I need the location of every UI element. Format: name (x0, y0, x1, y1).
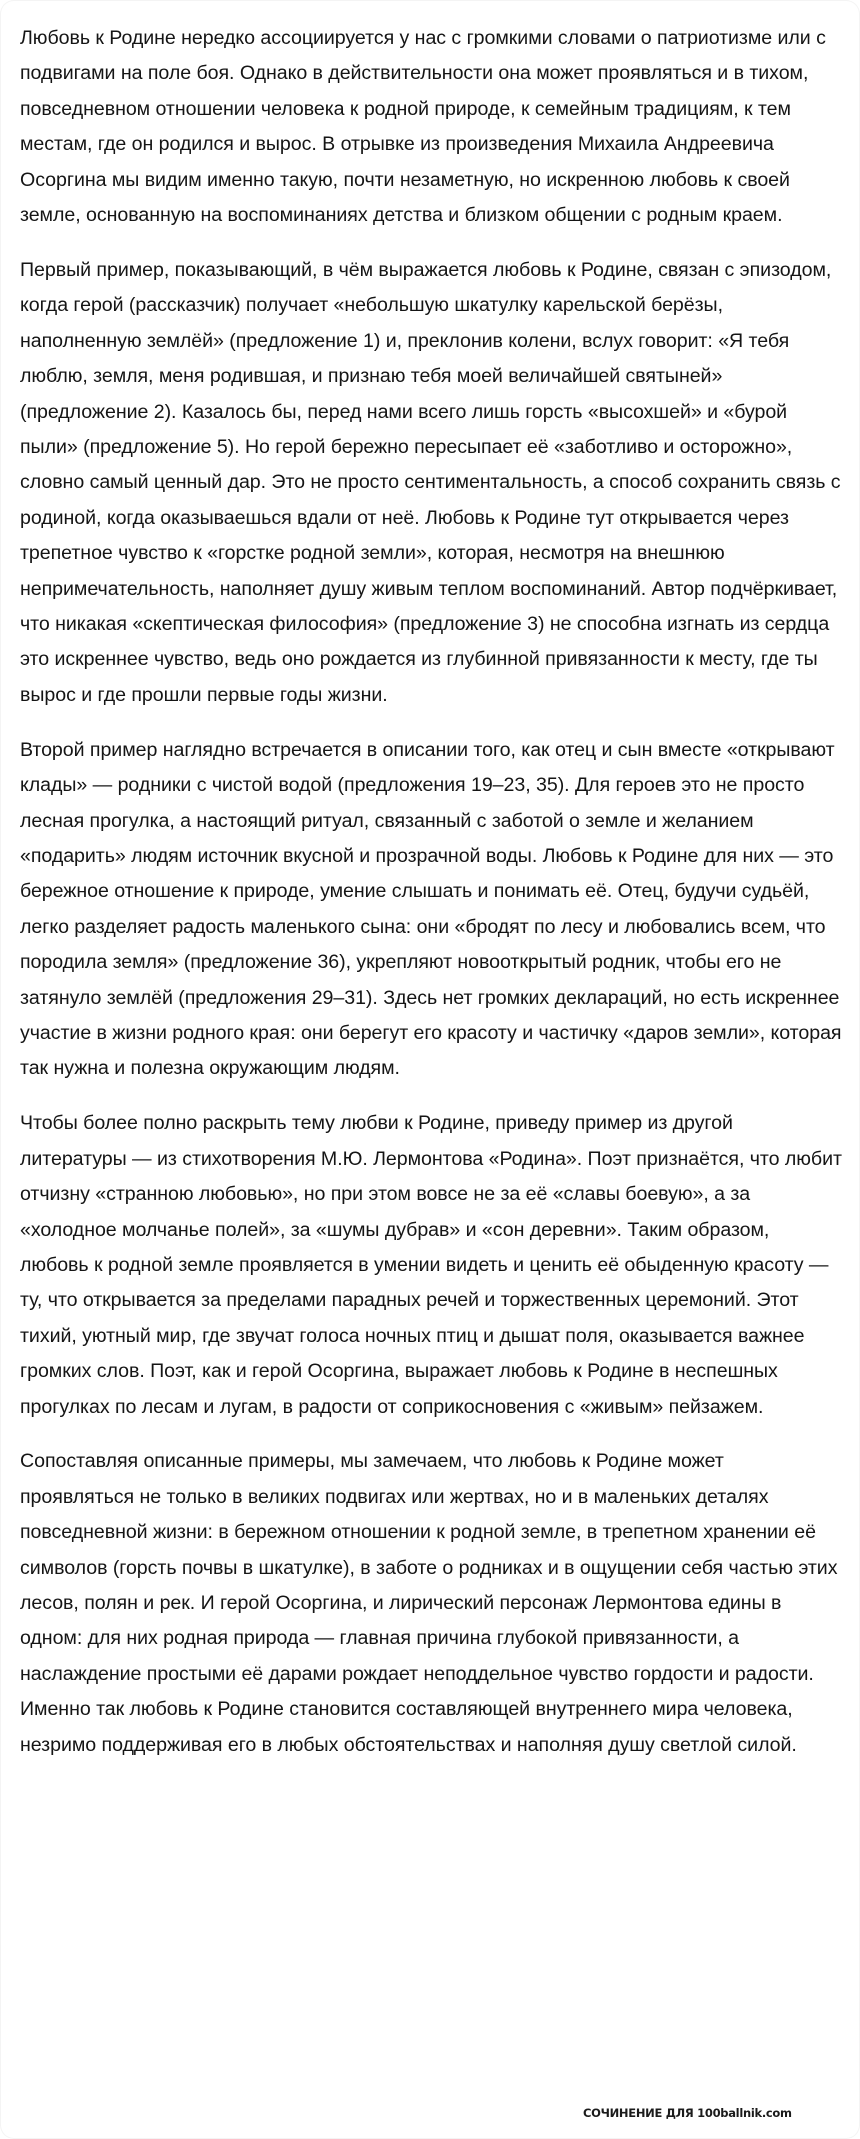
paragraph-literary-example: Чтобы более полно раскрыть тему любви к Родине, приведу пример из другой литературы — из стихотворения М.Ю. Лермонтова «Родина». Поэт признаётся, что любит отчизну «странною любовью», но при этом вовсе не за её «славы боевую», а за «холодное молчанье полей», за «шумы дубрав» и «сон деревни». Таким образом, любовь к родной земле проявляется в умении видеть и ценить её обыденную красоту — ту, что открывается за пределами парадных речей и торжественных церемоний. Этот тихий, уютный мир, где звучат голоса ночных птиц и дышат поля, оказывается важнее громких слов. Поэт, как и герой Осоргина, выражает любовь к Родине в неспешных прогулках по лесам и лугам, в радости от соприкосновения с «живым» пейзажем. (20, 1112, 842, 1418)
essay-text (20, 21, 842, 1783)
paragraph-second-example: Второй пример наглядно встречается в описании того, как отец и сын вместе «открывают клады» — родники с чистой водой (предложения 19–23, 35). Для героев это не просто лесная прогулка, а настоящий ритуал, связанный с заботой о земле и желанием «подарить» людям источник вкусной и прозрачной воды. Любовь к Родине для них — это бережное отношение к природе, умение слышать и понимать её. Отец, будучи судьёй, легко разделяет радость маленького сына: они «бродят по лесу и любовались всем, что породила земля» (предложение 36), укрепляют новооткрытый родник, чтобы его не затянуло землёй (предложения 29–31). Здесь нет громких деклараций, но есть искреннее участие в жизни родного края: они берегут его красоту и частичку «даров земли», которая так нужна и полезна окружающим людям. (20, 738, 842, 1080)
paragraph-introduction: Любовь к Родине нередко ассоциируется у нас с громкими словами о патриотизме или с подвигами на поле боя. Однако в действительности она может проявляться и в тихом, повседневном отношении человека к родной природе, к семейным традициям, к тем местам, где он родился и вырос. В отрывке из произведения Михаила Андреевича Осоргина мы видим именно такую, почти незаметную, но искренною любовь к своей земле, основанную на воспоминаниях детства и близком общении с родным краем. (20, 27, 826, 227)
source-watermark: СОЧИНЕНИЕ ДЛЯ 100ballnik.com (583, 2106, 792, 2120)
paragraph-conclusion: Сопоставляя описанные примеры, мы замечаем, что любовь к Родине может проявляться не только в великих подвигах или жертвах, но и в маленьких деталях повседневной жизни: в бережном отношении к родной земле, в трепетном хранении её символов (горсть почвы в шкатулке), в заботе о родниках и в ощущении себя частью этих лесов, полян и рек. И герой Осоргина, и лирический персонаж Лермонтова едины в одном: для них родная природа — главная причина глубокой привязанности, а наслаждение простыми её дарами рождает неподдельное чувство гордости и радости. Именно так любовь к Родине становится составляющей внутреннего мира человека, незримо поддерживая его в любых обстоятельствах и наполняя душу светлой силой. (20, 1450, 838, 1756)
paragraph-first-example: Первый пример, показывающий, в чём выражается любовь к Родине, связан с эпизодом, когда герой (рассказчик) получает «небольшую шкатулку карельской берёзы, наполненную землёй» (предложение 1) и, преклонив колени, вслух говорит: «Я тебя люблю, земля, меня родившая, и признаю тебя моей величайшей святыней» (предложение 2). Казалось бы, перед нами всего лишь горсть «высохшей» и «бурой пыли» (предложение 5). Но герой бережно пересыпает её «заботливо и осторожно», словно самый ценный дар. Это не просто сентиментальность, а способ сохранить связь с родиной, когда оказываешься вдали от неё. Любовь к Родине тут открывается через трепетное чувство к «горстке родной земли», которая, несмотря на внешнюю непримечательность, наполняет душу живым теплом воспоминаний. Автор подчёркивает, что никакая «скептическая философия» (предложение 3) не способна изгнать из сердца это искреннее чувство, ведь оно рождается из глубинной привязанности к месту, где ты вырос и где прошли первые годы жизни. (20, 258, 841, 706)
